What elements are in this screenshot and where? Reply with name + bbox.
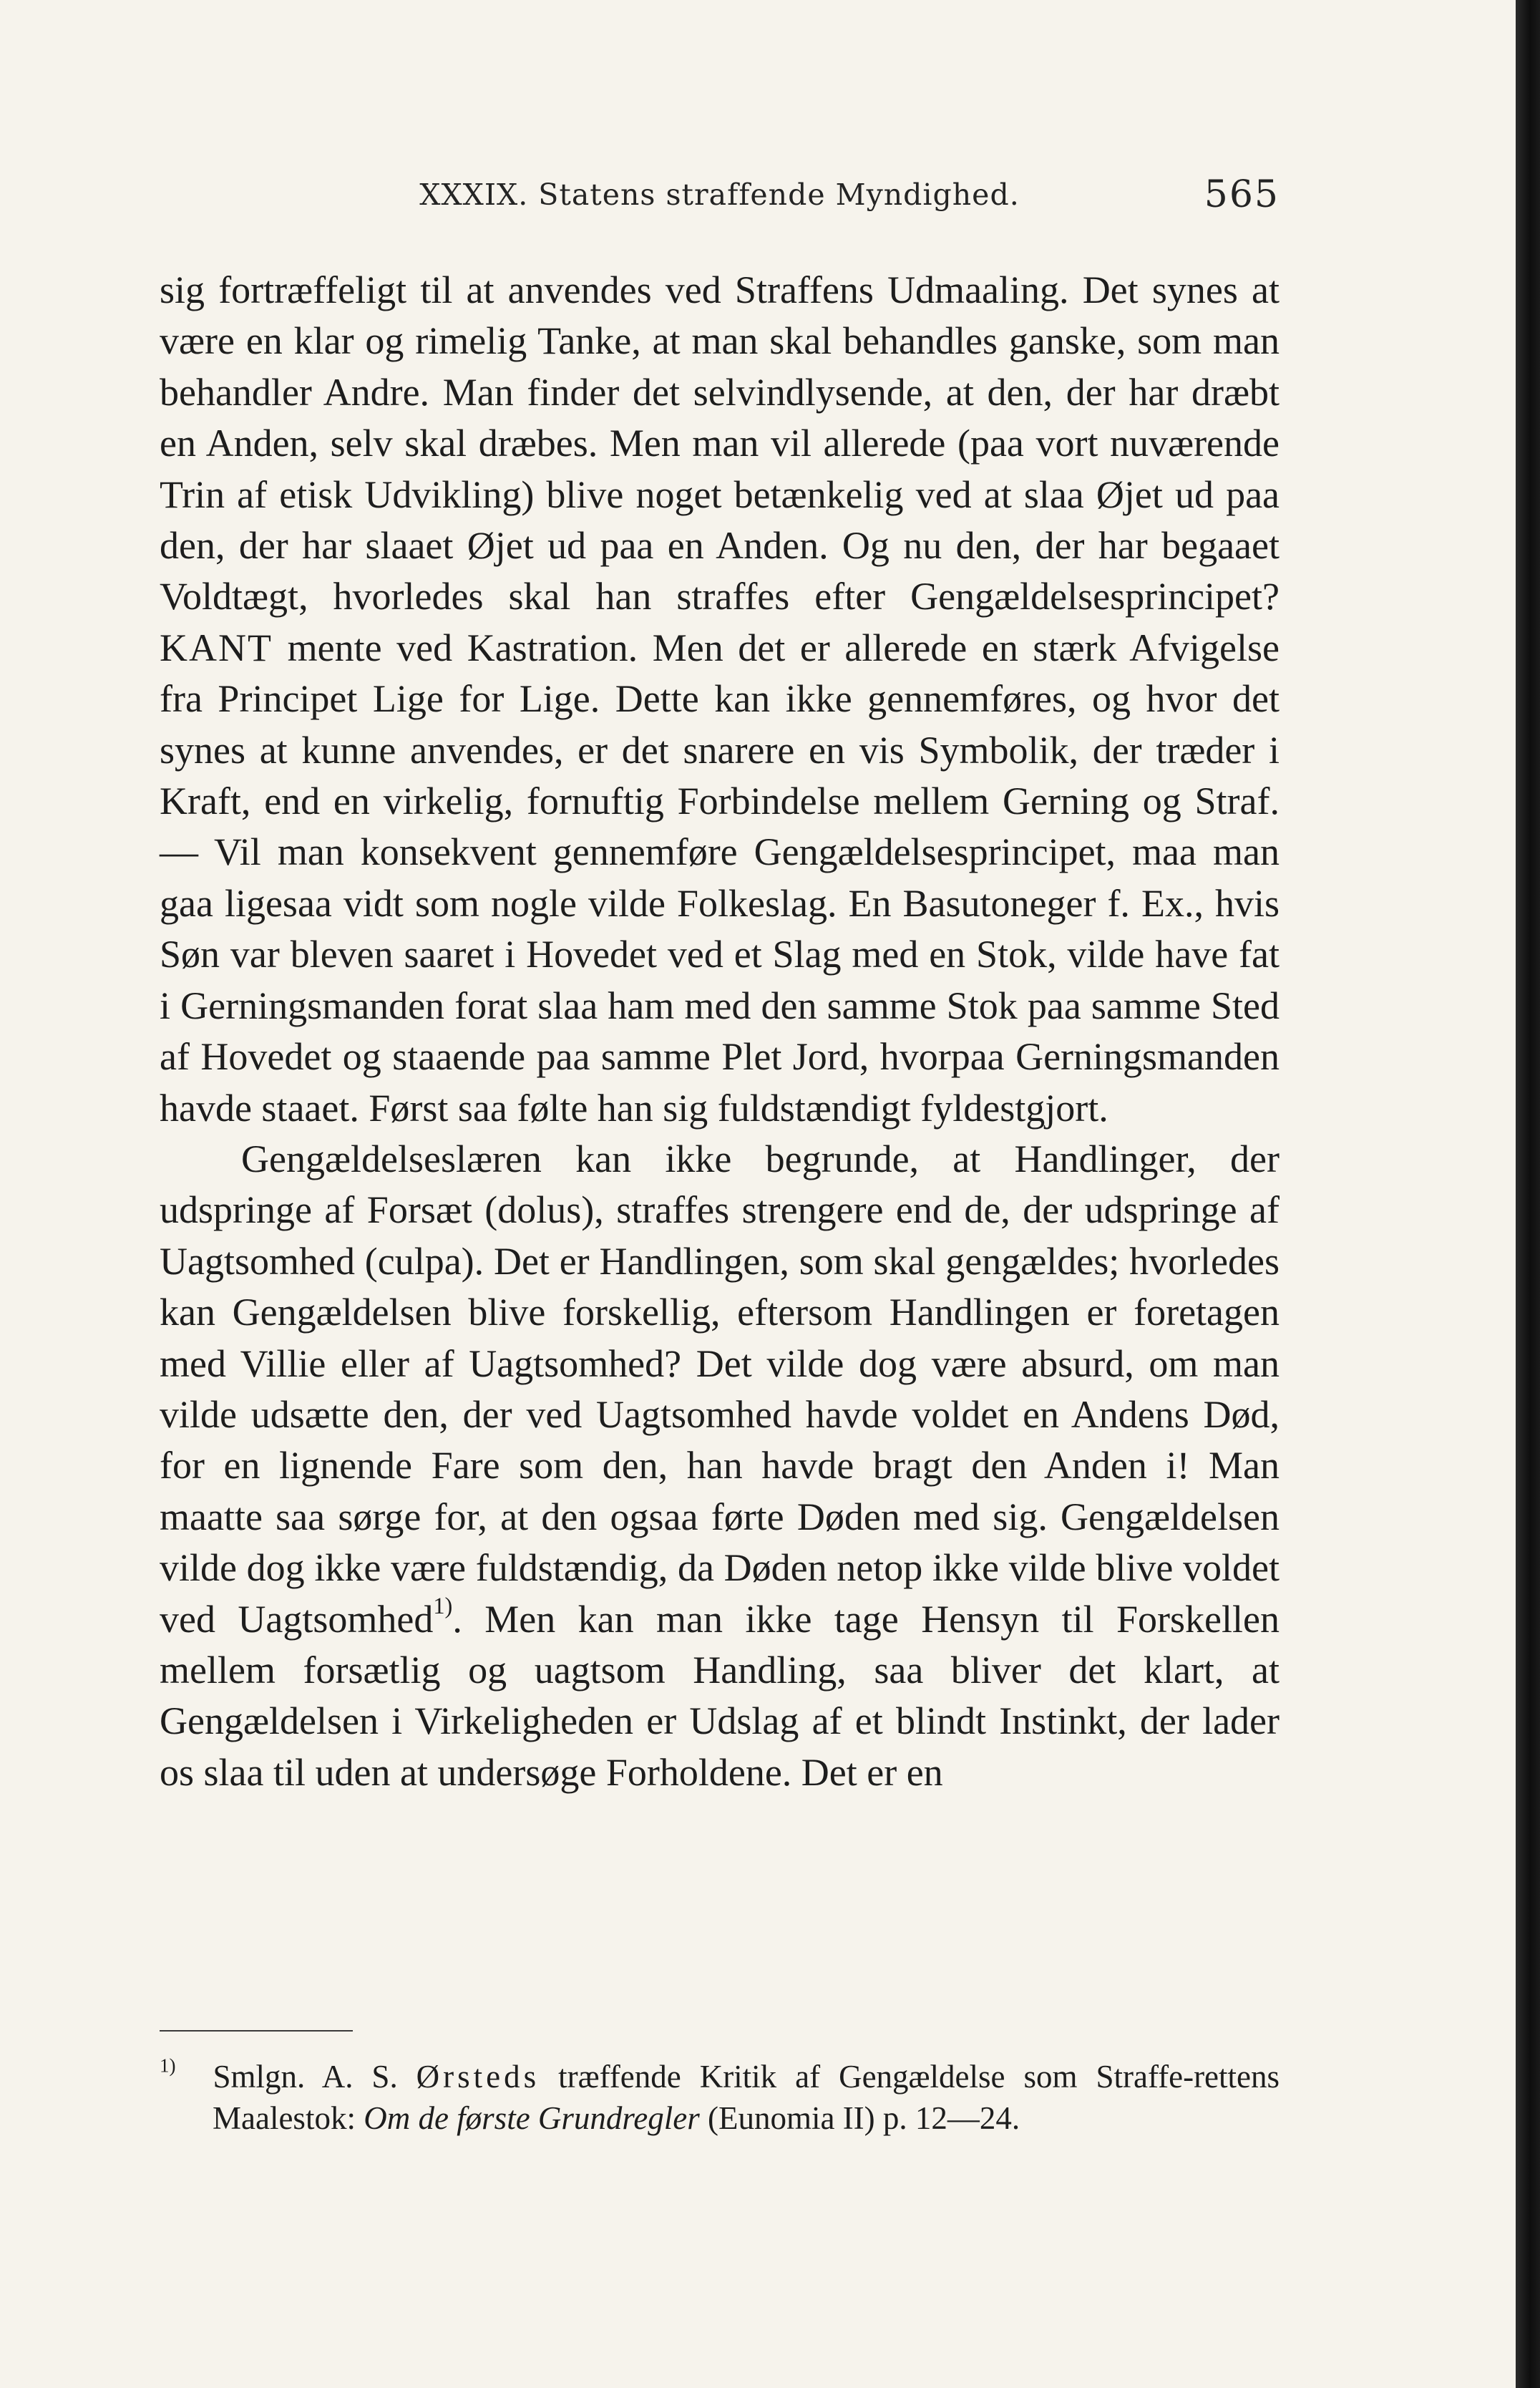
paragraph-2-text-b: . Men kan man ikke tage Hensyn til Forskellen mellem forsætlig og uagtsom Handling, saa bliver det klart, at Gengældelsen i Virkeligheden er Udslag af et blindt Instinkt, der lader os slaa til uden at undersøge Forholdene. Det er en [160, 1597, 1280, 1794]
page-number: 565 [1204, 173, 1280, 216]
footnote-author: Ørsteds [416, 2059, 540, 2095]
footnote-1 [160, 2056, 1280, 2139]
footnotes [160, 2056, 1280, 2139]
footnote-marker: 1) [160, 2054, 176, 2077]
paragraph-2 [160, 1134, 1280, 1798]
footnote-work-title: Om de første Grundregler [364, 2100, 700, 2136]
scan-edge [1516, 0, 1540, 2388]
footnote-text-a: Smlgn. A. S. [213, 2059, 398, 2095]
paragraph-1 [160, 265, 1280, 1134]
footnote-text-b: træffende Kritik af Gengældelse som Straffe-rettens Maalestok: [213, 2059, 1280, 2136]
running-header [160, 173, 1280, 228]
paragraph-1-text-b: mente ved Kastration. Men det er allerede en stærk Afvigelse fra Principet Lige for Lige. Dette kan ikke gennemføres, og hvor det synes at kunne anvendes, er det snarere en vis Symbolik, der træder i Kraft, end en virkelig, fornuftig Forbindelse mellem Gerning og Straf. — Vil man konsekvent gennemføre Gengældelsesprincipet, maa man gaa ligesaa vidt som nogle vilde Folkeslag. En Basutoneger f. Ex., hvis Søn var bleven saaret i Hovedet ved et Slag med en Stok, vilde have fat i Gerningsmanden forat slaa ham med den samme Stok paa samme Sted af Hovedet og staaende paa samme Plet Jord, hvorpaa Gerningsmanden havde staaet. Først saa følte han sig fuldstændigt fyldestgjort. [160, 626, 1280, 1130]
chapter-title: XXXIX. Statens straffende Myndighed. [419, 178, 1020, 212]
footnote-reference: 1) [433, 1593, 453, 1619]
paragraph-1-text-a: sig fortræffeligt til at anvendes ved Straffens Udmaaling. Det synes at være en klar og rimelig Tanke, at man skal behandles ganske, som man behandler Andre. Man finder det selvindlysende, at den, der har dræbt en Anden, selv skal dræbes. Men man vil allerede (paa vort nuværende Trin af etisk Udvikling) blive noget betænkelig ved at slaa Øjet ud paa den, der har slaaet Øjet ud paa en Anden. Og nu den, der har begaaet Voldtægt, hvorledes skal han straffes efter Gengældelsesprincipet? [160, 268, 1280, 618]
main-text [160, 265, 1280, 1798]
footnote-text-c: (Eunomia II) p. 12—24. [708, 2100, 1020, 2136]
footnote-divider [160, 2030, 353, 2032]
paragraph-2-text-a: Gengældelseslæren kan ikke begrunde, at Handlinger, der udspringe af Forsæt (dolus), straffes strengere end de, der udspringe af Uagtsomhed (culpa). Det er Handlingen, som skal gengældes; hvorledes kan Gengældelsen blive forskellig, eftersom Handlingen er foretagen med Villie eller af Uagtsomhed? Det vilde dog være absurd, om man vilde udsætte den, der ved Uagtsomhed havde voldet en Andens Død, for en lignende Fare som den, han havde bragt den Anden i! Man maatte saa sørge for, at den ogsaa førte Døden med sig. Gengældelsen vilde dog ikke være fuldstændig, da Døden netop ikke vilde blive voldet ved Uagtsomhed [160, 1137, 1280, 1641]
author-name-kant: KANT [160, 626, 273, 669]
